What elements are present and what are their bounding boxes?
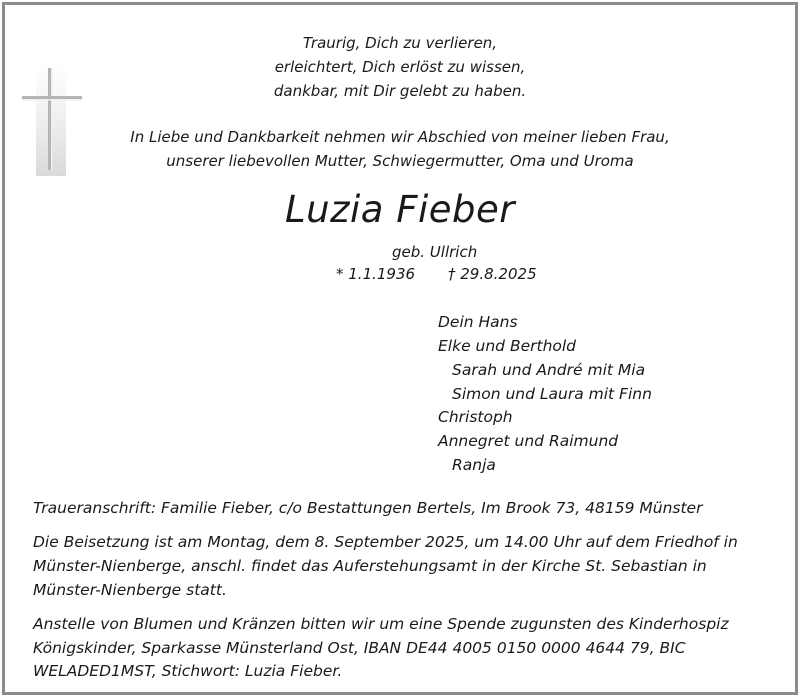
funeral-info-line: Münster-Nienberge statt. xyxy=(33,581,227,599)
donation-info-line: Königskinder, Sparkasse Münsterland Ost, IBAN DE44 4005 0150 0000 4644 79, BIC xyxy=(33,639,686,657)
birth-date: * 1.1.1936 xyxy=(336,265,416,283)
family-member: Dein Hans xyxy=(438,313,518,331)
deceased-name: Luzia Fieber xyxy=(285,188,515,231)
funeral-info-line: Die Beisetzung ist am Montag, dem 8. September 2025, um 14.00 Uhr auf dem Friedhof in xyxy=(33,533,738,551)
family-member: Simon und Laura mit Finn xyxy=(452,385,652,403)
donation-info-line: WELADED1MST, Stichwort: Luzia Fieber. xyxy=(33,662,343,680)
family-member: Christoph xyxy=(438,408,513,426)
family-member: Ranja xyxy=(452,456,496,474)
maiden-name: geb. Ullrich xyxy=(392,243,478,261)
family-member: Annegret und Raimund xyxy=(438,432,619,450)
intro-line: unserer liebevollen Mutter, Schwiegermutter, Oma und Uroma xyxy=(166,152,634,170)
donation-info-line: Anstelle von Blumen und Kränzen bitten wir um eine Spende zugunsten des Kinderhospiz xyxy=(33,615,729,633)
poem-line: Traurig, Dich zu verlieren, xyxy=(302,34,498,52)
intro-line: In Liebe und Dankbarkeit nehmen wir Abschied von meiner lieben Frau, xyxy=(130,128,670,146)
mourning-address: Traueranschrift: Familie Fieber, c/o Bestattungen Bertels, Im Brook 73, 48159 Münster xyxy=(33,499,703,517)
poem-line: dankbar, mit Dir gelebt zu haben. xyxy=(273,82,527,100)
family-member: Elke und Berthold xyxy=(438,337,577,355)
funeral-info-line: Münster-Nienberge, anschl. findet das Auferstehungsamt in der Kirche St. Sebastian in xyxy=(33,557,707,575)
death-date: † 29.8.2025 xyxy=(448,265,537,283)
poem-line: erleichtert, Dich erlöst zu wissen, xyxy=(274,58,526,76)
family-member: Sarah und André mit Mia xyxy=(452,361,646,379)
